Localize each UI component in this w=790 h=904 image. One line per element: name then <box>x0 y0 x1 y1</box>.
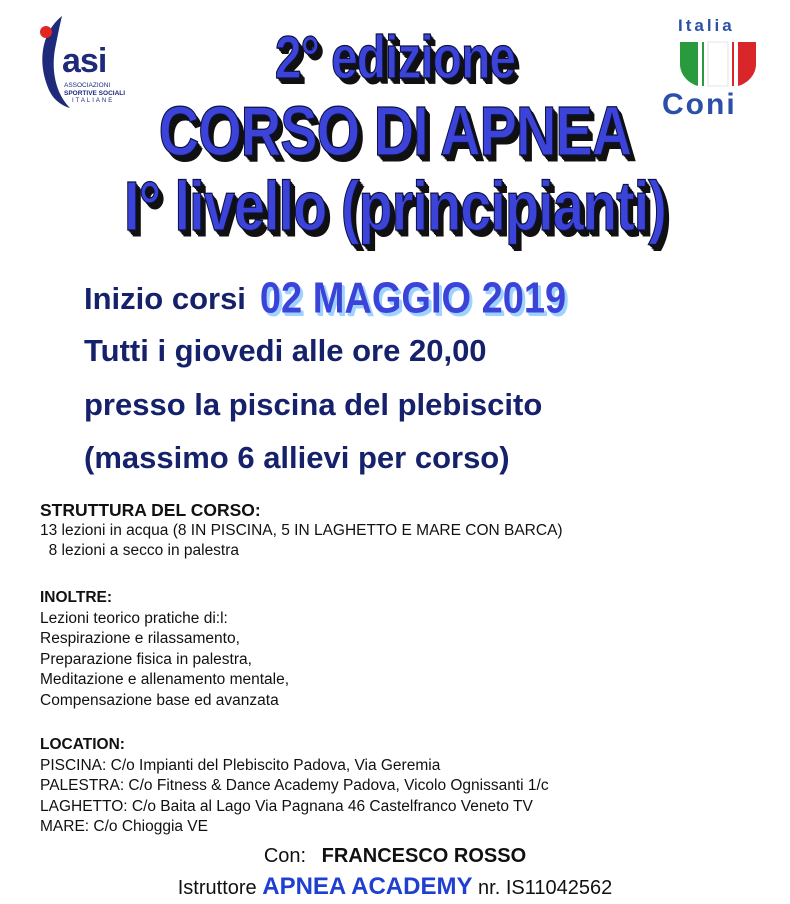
location-item: PISCINA: C/o Impianti del Plebiscito Padova, Via Geremia <box>40 756 441 774</box>
role-label: Istruttore <box>177 877 257 899</box>
structure-item: 8 lezioni a secco in palestra <box>40 542 240 559</box>
con-label: Con: <box>263 845 307 867</box>
structure-section <box>40 500 563 562</box>
academy-line <box>0 873 790 901</box>
coni-top-text: Italia <box>678 16 735 35</box>
location-item: PALESTRA: C/o Fitness & Dance Academy Padova, Vicolo Ognissanti 1/c <box>40 777 549 794</box>
location-item: LAGHETTO: C/o Baita al Lago Via Pagnana 46 Castelfranco Veneto TV <box>40 797 533 815</box>
asi-wordmark: asi <box>62 42 107 80</box>
structure-title: STRUTTURA DEL CORSO: <box>40 500 261 520</box>
instructor-name: FRANCESCO ROSSO <box>321 845 527 867</box>
asi-subtitle-1: ASSOCIAZIONI <box>64 82 111 89</box>
inoltre-section <box>40 588 289 711</box>
structure-item: 13 lezioni in acqua (8 IN PISCINA, 5 IN LAGHETTO E MARE CON BARCA) <box>40 521 563 539</box>
inoltre-title: INOLTRE: <box>40 589 113 606</box>
headline-level: I° livello (principianti) <box>124 166 666 245</box>
inoltre-item: Lezioni teorico pratiche di:l: <box>40 609 228 627</box>
asi-subtitle-3: ITALIANE <box>72 98 115 104</box>
headline-edition: 2° edizione <box>274 25 516 92</box>
inoltre-item: Preparazione fisica in palestra, <box>40 650 252 668</box>
inoltre-item: Meditazione e allenamento mentale, <box>40 671 290 688</box>
instructor-line <box>0 845 790 868</box>
venue-line: presso la piscina del plebiscito <box>84 387 543 422</box>
location-title: LOCATION: <box>40 736 125 753</box>
location-item: MARE: C/o Chioggia VE <box>40 818 208 835</box>
inoltre-item: Respirazione e rilassamento, <box>40 630 240 647</box>
headline-course: CORSO DI APNEA <box>158 91 632 170</box>
location-section <box>40 735 549 838</box>
capacity-line: (massimo 6 allievi per corso) <box>84 440 510 475</box>
coni-bottom-text: Coni <box>662 88 737 121</box>
start-date: 02 MAGGIO 2019 <box>259 274 567 324</box>
start-label: Inizio corsi <box>84 281 246 316</box>
schedule-line: Tutti i giovedi alle ore 20,00 <box>84 333 487 368</box>
academy-name: APNEA ACADEMY <box>262 873 473 900</box>
asi-subtitle-2: SPORTIVE SOCIALI <box>64 90 126 97</box>
start-line <box>84 274 567 324</box>
instructor-number: nr. IS11042562 <box>478 877 613 899</box>
inoltre-item: Compensazione base ed avanzata <box>40 691 279 709</box>
